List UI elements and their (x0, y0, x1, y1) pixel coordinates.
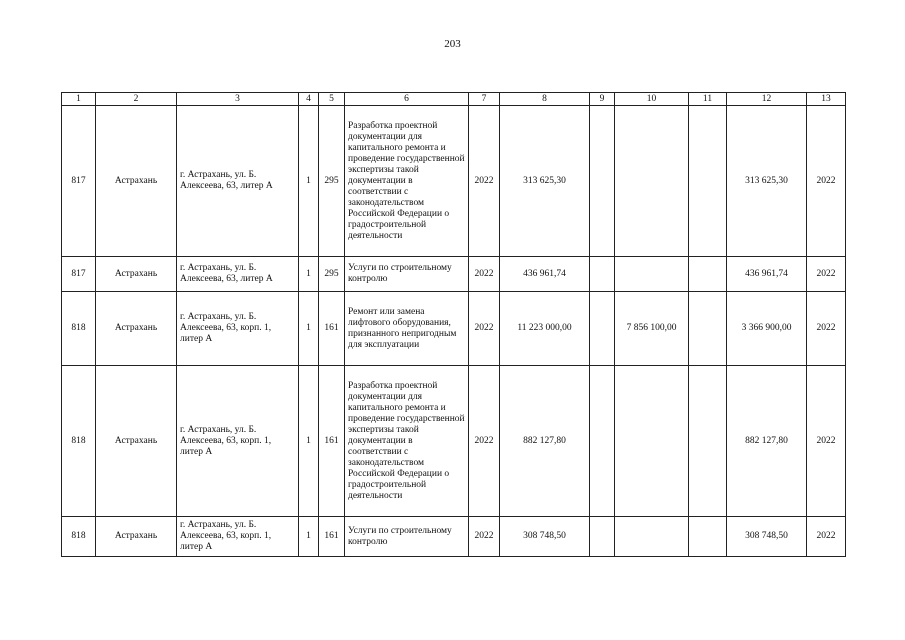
column-number: 3 (177, 93, 299, 106)
year-end-cell: 2022 (807, 106, 846, 257)
col12-cell: 436 961,74 (727, 257, 807, 292)
col10-cell (615, 366, 689, 517)
col12-cell: 313 625,30 (727, 106, 807, 257)
col11-cell (689, 106, 727, 257)
col4-cell: 1 (299, 106, 319, 257)
work-description-cell (345, 517, 469, 557)
city-cell: Астрахань (96, 366, 177, 517)
table-row (62, 366, 846, 517)
row-number: 818 (62, 292, 96, 366)
column-number: 11 (689, 93, 727, 106)
col9-cell (590, 257, 615, 292)
city-cell: Астрахань (96, 106, 177, 257)
col4-cell: 1 (299, 366, 319, 517)
col5-cell: 295 (319, 106, 345, 257)
year-end-cell: 2022 (807, 517, 846, 557)
total-cost-cell: 882 127,80 (500, 366, 590, 517)
column-number: 7 (469, 93, 500, 106)
col4-cell: 1 (299, 292, 319, 366)
col9-cell (590, 517, 615, 557)
col10-cell: 7 856 100,00 (615, 292, 689, 366)
city-cell: Астрахань (96, 257, 177, 292)
row-number: 817 (62, 106, 96, 257)
address-cell: г. Астрахань, ул. Б. Алексеева, 63, корп. 1, литер А (177, 292, 299, 366)
year-end-cell: 2022 (807, 292, 846, 366)
col9-cell (590, 366, 615, 517)
row-number: 818 (62, 366, 96, 517)
column-number: 1 (62, 93, 96, 106)
col10-cell (615, 517, 689, 557)
col9-cell (590, 292, 615, 366)
total-cost-cell: 436 961,74 (500, 257, 590, 292)
table-row (62, 517, 846, 557)
address-cell: г. Астрахань, ул. Б. Алексеева, 63, корп. 1, литер А (177, 517, 299, 557)
column-number: 10 (615, 93, 689, 106)
col12-cell: 3 366 900,00 (727, 292, 807, 366)
col11-cell (689, 517, 727, 557)
year-end-cell: 2022 (807, 257, 846, 292)
work-description: Разработка проектной документации для капитального ремонта и проведение государственной экспертизы такой документации в соответствии с законодательством Российской Федерации о градостроительной деятельности (348, 380, 465, 501)
year-cell: 2022 (469, 106, 500, 257)
column-number: 2 (96, 93, 177, 106)
address-cell: г. Астрахань, ул. Б. Алексеева, 63, литер А (177, 257, 299, 292)
column-number: 5 (319, 93, 345, 106)
col11-cell (689, 257, 727, 292)
work-description-cell (345, 292, 469, 366)
column-number: 8 (500, 93, 590, 106)
row-number: 818 (62, 517, 96, 557)
year-cell: 2022 (469, 292, 500, 366)
col11-cell (689, 292, 727, 366)
work-description: Ремонт или замена лифтового оборудования, признанного непригодным для эксплуатации (348, 306, 457, 350)
col10-cell (615, 106, 689, 257)
col10-cell (615, 257, 689, 292)
work-description-cell (345, 106, 469, 257)
table-row (62, 292, 846, 366)
work-description: Услуги по строительному контролю (348, 263, 452, 284)
address-cell: г. Астрахань, ул. Б. Алексеева, 63, корп. 1, литер А (177, 366, 299, 517)
col4-cell: 1 (299, 257, 319, 292)
col12-cell: 882 127,80 (727, 366, 807, 517)
col11-cell (689, 366, 727, 517)
city-cell: Астрахань (96, 517, 177, 557)
col9-cell (590, 106, 615, 257)
page-number: 203 (444, 38, 461, 50)
column-number-row (62, 93, 846, 106)
column-number: 6 (345, 93, 469, 106)
col4-cell: 1 (299, 517, 319, 557)
total-cost-cell: 308 748,50 (500, 517, 590, 557)
year-cell: 2022 (469, 366, 500, 517)
col5-cell: 161 (319, 517, 345, 557)
column-number: 13 (807, 93, 846, 106)
column-number: 12 (727, 93, 807, 106)
col12-cell: 308 748,50 (727, 517, 807, 557)
column-number: 4 (299, 93, 319, 106)
address-cell: г. Астрахань, ул. Б. Алексеева, 63, литер А (177, 106, 299, 257)
work-description: Разработка проектной документации для капитального ремонта и проведение государственной экспертизы такой документации в соответствии с законодательством Российской Федерации о градостроительной деятельности (348, 120, 465, 241)
city-cell: Астрахань (96, 292, 177, 366)
year-cell: 2022 (469, 517, 500, 557)
col5-cell: 161 (319, 292, 345, 366)
year-end-cell: 2022 (807, 366, 846, 517)
works-table (61, 92, 846, 557)
row-number: 817 (62, 257, 96, 292)
column-number: 9 (590, 93, 615, 106)
total-cost-cell: 313 625,30 (500, 106, 590, 257)
total-cost-cell: 11 223 000,00 (500, 292, 590, 366)
col5-cell: 161 (319, 366, 345, 517)
work-description-cell (345, 257, 469, 292)
work-description: Услуги по строительному контролю (348, 525, 452, 547)
work-description-cell (345, 366, 469, 517)
table-row (62, 106, 846, 257)
table-row (62, 257, 846, 292)
year-cell: 2022 (469, 257, 500, 292)
col5-cell: 295 (319, 257, 345, 292)
